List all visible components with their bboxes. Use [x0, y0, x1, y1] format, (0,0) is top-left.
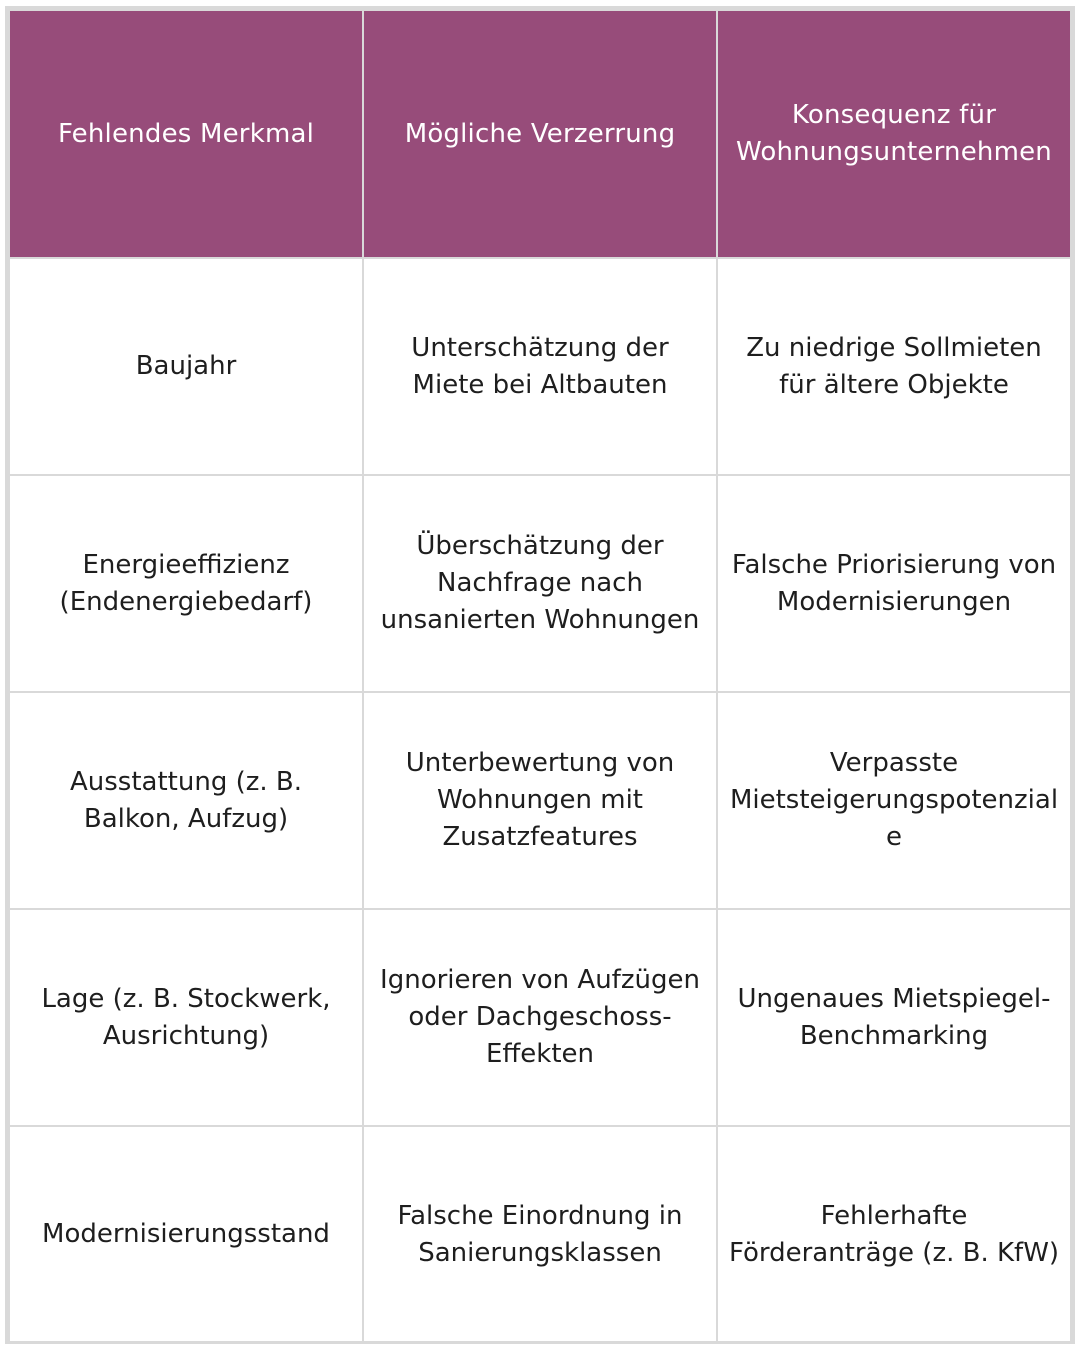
table-row	[9, 258, 1071, 475]
header-konsequenz: Konsequenz für Wohnungsunternehmen	[717, 10, 1071, 258]
comparison-table-frame	[5, 6, 1075, 1344]
cell-merkmal: Modernisierungsstand	[9, 1126, 363, 1343]
cell-merkmal: Ausstattung (z. B. Balkon, Aufzug)	[9, 692, 363, 909]
table-row	[9, 692, 1071, 909]
header-fehlendes-merkmal: Fehlendes Merkmal	[9, 10, 363, 258]
cell-konsequenz: Zu niedrige Sollmieten für ältere Objekte	[717, 258, 1071, 475]
cell-konsequenz: Fehlerhafte Förderanträge (z. B. KfW)	[717, 1126, 1071, 1343]
table-row	[9, 909, 1071, 1126]
cell-konsequenz: Ungenaues Mietspiegel-Benchmarking	[717, 909, 1071, 1126]
table-header-row	[9, 10, 1071, 258]
cell-merkmal: Baujahr	[9, 258, 363, 475]
cell-verzerrung: Falsche Einordnung in Sanierungsklassen	[363, 1126, 717, 1343]
cell-verzerrung: Ignorieren von Aufzügen oder Dachgeschoss-Effekten	[363, 909, 717, 1126]
comparison-table	[8, 9, 1072, 1344]
header-moegliche-verzerrung: Mögliche Verzerrung	[363, 10, 717, 258]
cell-verzerrung: Unterschätzung der Miete bei Altbauten	[363, 258, 717, 475]
cell-verzerrung: Unterbewertung von Wohnungen mit Zusatzfeatures	[363, 692, 717, 909]
cell-verzerrung: Überschätzung der Nachfrage nach unsanierten Wohnungen	[363, 475, 717, 692]
cell-merkmal: Lage (z. B. Stockwerk, Ausrichtung)	[9, 909, 363, 1126]
cell-konsequenz: Falsche Priorisierung von Modernisierungen	[717, 475, 1071, 692]
table-row	[9, 1126, 1071, 1343]
cell-merkmal: Energieeffizienz (Endenergiebedarf)	[9, 475, 363, 692]
cell-konsequenz: Verpasste Mietsteigerungspotenziale	[717, 692, 1071, 909]
table-row	[9, 475, 1071, 692]
